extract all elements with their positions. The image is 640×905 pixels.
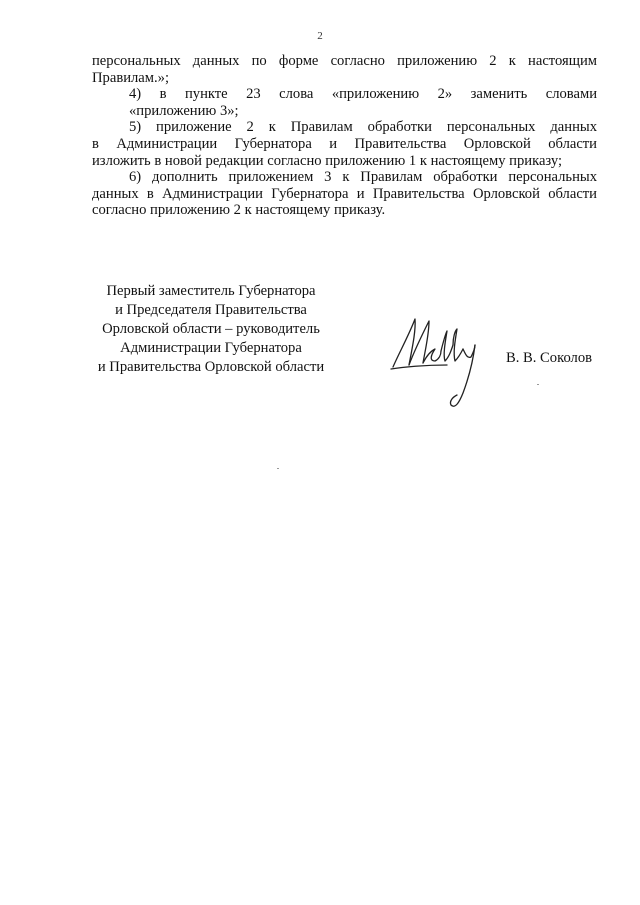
body-text [92,53,597,219]
scan-speck [277,468,279,469]
text-line: 4) в пункте 23 слова «приложению 2» заменить словами [129,86,597,103]
text-line: согласно приложению 2 к настоящему приказу. [92,202,386,219]
position-line: Орловской области – руководитель [102,321,320,337]
position-line: и Правительства Орловской области [97,359,325,375]
paragraph-item-5 [92,119,597,169]
text-line: данных в Администрации Губернатора и Правительства Орловской области [92,185,597,202]
scan-speck [537,384,539,385]
text-line: «приложению 3»; [129,102,239,119]
text-line: 5) приложение 2 к Правилам обработки персональных данных [129,119,597,136]
text-line: Правилам.»; [92,69,170,86]
text-line: изложить в новой редакции согласно приложению 1 к настоящему приказу; [92,152,563,169]
handwritten-signature [385,305,495,415]
signer-name: В. В. Соколов [506,350,593,366]
signatory-position [80,282,342,377]
paragraph-1 [92,53,597,86]
paragraph-item-4 [92,86,597,119]
text-line: персональных данных по форме согласно приложению 2 к настоящим [92,53,597,69]
page-number: 2 [317,30,323,42]
position-line: Первый заместитель Губернатора [106,283,316,299]
paragraph-item-6 [92,169,597,219]
position-line: и Председателя Правительства [115,302,307,318]
text-line: в Администрации Губернатора и Правительства Орловской области [92,135,597,152]
position-line: Администрации Губернатора [120,340,302,356]
text-line: 6) дополнить приложением 3 к Правилам обработки персональных [129,169,597,186]
